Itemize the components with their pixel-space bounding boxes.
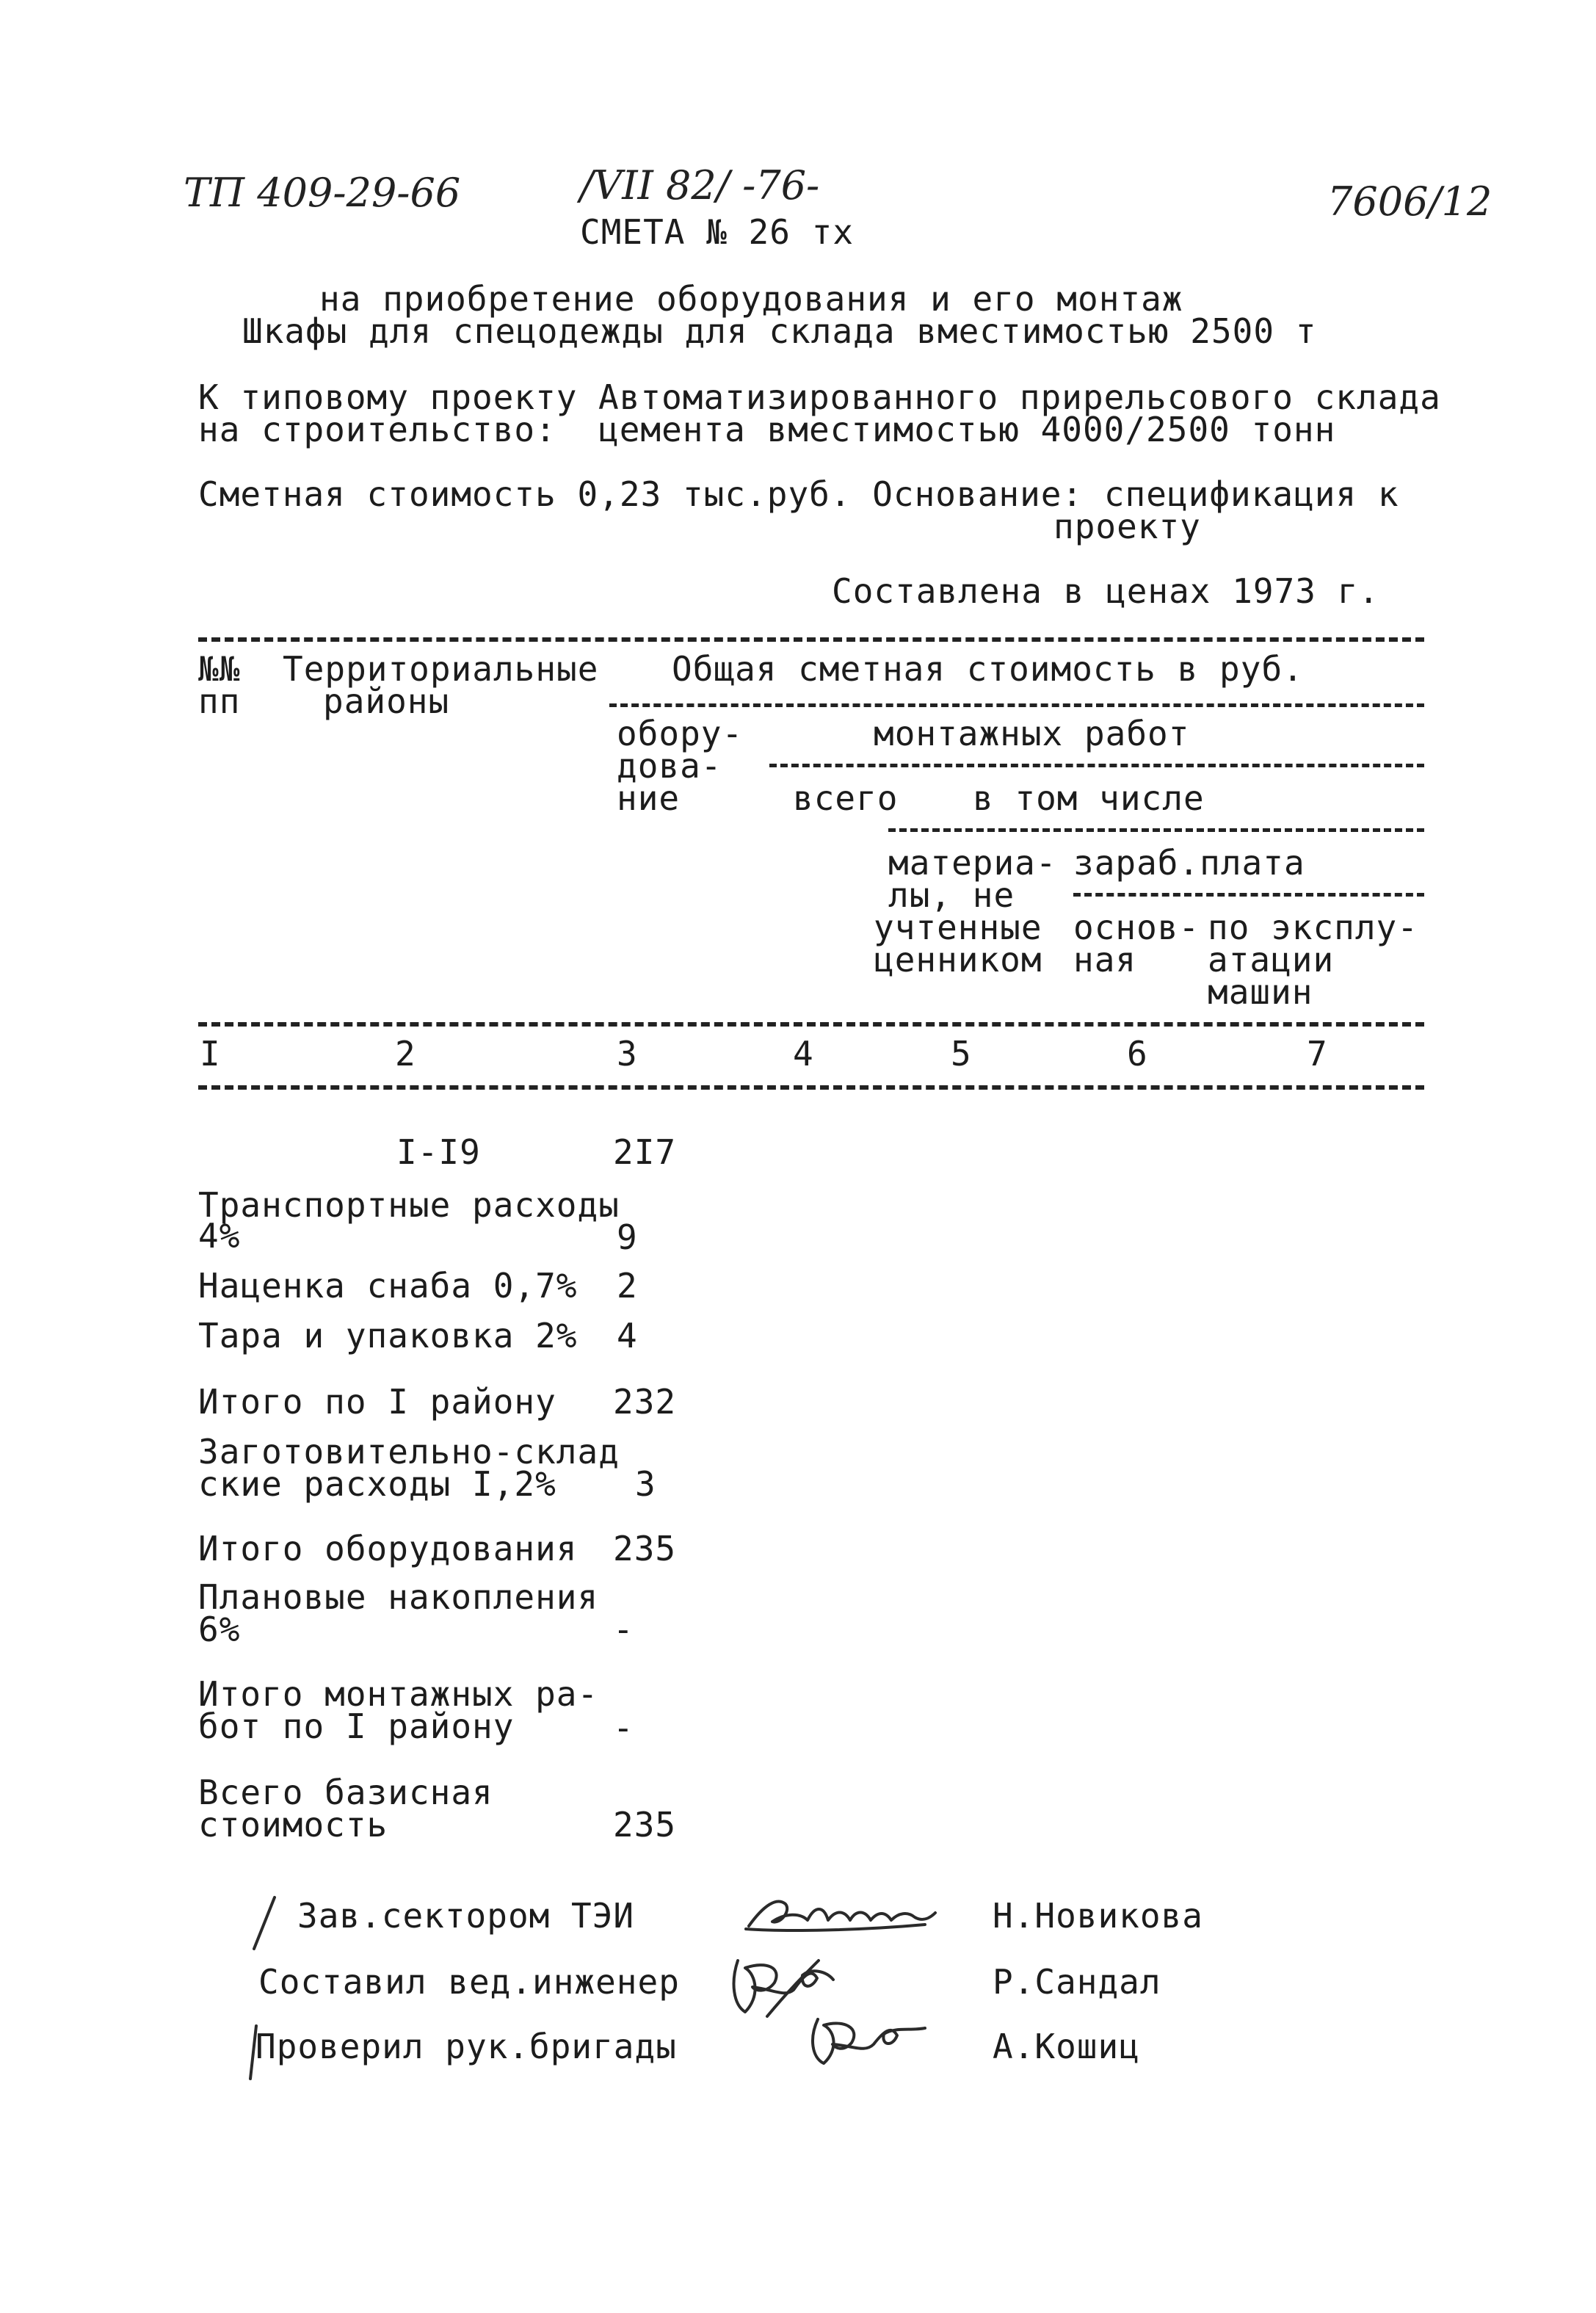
row-equipment-value: 235: [613, 1529, 677, 1568]
column-number-7: 7: [1307, 1034, 1328, 1074]
row-equipment-value: -: [613, 1708, 634, 1748]
header-installation: монтажных работ: [874, 714, 1190, 753]
project-label-2: на строительство:: [198, 410, 556, 449]
signature-novikova: [741, 1883, 947, 1942]
header-equipment-3: ние: [617, 778, 681, 818]
table-rule-columns: [198, 1022, 1424, 1027]
header-col-num-1: №№: [198, 649, 241, 689]
column-number-5: 5: [951, 1034, 972, 1074]
column-number-4: 4: [793, 1034, 814, 1074]
row-label: стоимость: [198, 1805, 388, 1845]
header-equipment-1: обору-: [617, 714, 744, 753]
row-label: Итого по I району: [198, 1382, 556, 1422]
row-label: ские расходы I,2%: [198, 1464, 556, 1504]
row-label: Итого монтажных ра-: [198, 1674, 599, 1714]
table-rule-installation: [769, 764, 1424, 767]
document-code-right: 7606/12: [1327, 178, 1492, 225]
header-machines-3: машин: [1208, 972, 1313, 1012]
signature-koshits: [800, 2005, 940, 2078]
estimate-title: СМЕТА № 26 тх: [580, 212, 855, 252]
header-total-cost: Общая сметная стоимость в руб.: [672, 649, 1304, 689]
header-col-num-2: пп: [198, 681, 241, 721]
project-value-2: цемента вместимостью 4000/2500 тонн: [598, 410, 1336, 449]
row-label: Транспортные расходы: [198, 1185, 620, 1225]
row-label: Заготовительно-склад: [198, 1432, 620, 1472]
header-materials-1: материа-: [888, 843, 1057, 883]
row-label: бот по I району: [198, 1706, 515, 1746]
row-equipment-value: -: [613, 1610, 634, 1649]
table-rule-wages: [1073, 893, 1424, 897]
estimated-cost-line-2: проекту: [1053, 507, 1201, 546]
signature-name-3: А.Кошиц: [993, 2027, 1140, 2066]
table-rule-body: [198, 1085, 1424, 1090]
table-rule-top: [198, 637, 1424, 642]
row-label: Наценка снаба 0,7%: [198, 1266, 578, 1306]
row-label: Всего базисная: [198, 1773, 493, 1812]
header-materials-3: учтенные: [874, 908, 1042, 947]
header-machines-1: по эксплу-: [1208, 908, 1418, 947]
row-label: Тара и упаковка 2%: [198, 1316, 578, 1355]
row-label: 6%: [198, 1610, 241, 1649]
table-rule-including: [888, 828, 1424, 832]
header-total: всего: [793, 778, 899, 818]
approval-slash-mark: [250, 1894, 279, 1953]
header-materials-4: ценником: [874, 940, 1042, 980]
estimated-cost-line: Сметная стоимость 0,23 тыс.руб. Основание: спецификация к: [198, 474, 1399, 514]
column-number-1: I: [200, 1034, 221, 1074]
header-equipment-2: дова-: [617, 746, 722, 786]
prices-year: Составлена в ценах 1973 г.: [832, 571, 1380, 611]
row-equipment-value: 2I7: [613, 1132, 677, 1172]
row-equipment-value: 4: [617, 1316, 638, 1355]
row-equipment-value: 3: [635, 1464, 656, 1504]
header-basic-2: ная: [1073, 940, 1137, 980]
project-label-1: К типовому проекту: [198, 377, 578, 417]
document-code-center: /VII 82/ -76-: [580, 162, 820, 209]
header-basic-1: основ-: [1073, 908, 1200, 947]
row-label: I-I9: [396, 1132, 481, 1172]
row-equipment-value: 2: [617, 1266, 638, 1306]
header-machines-2: атации: [1208, 940, 1335, 980]
column-number-3: 3: [617, 1034, 638, 1074]
header-wages: зараб.плата: [1073, 843, 1305, 883]
project-value-1: Автоматизированного прирельсового склада: [598, 377, 1441, 417]
header-materials-2: лы, не: [888, 875, 1015, 915]
row-label: Плановые накопления: [198, 1577, 599, 1617]
signature-role-3: Проверил рук.бригады: [255, 2027, 677, 2066]
signature-role-1: Зав.сектором ТЭИ: [297, 1896, 635, 1936]
row-equipment-value: 232: [613, 1382, 677, 1422]
row-label: 4%: [198, 1216, 241, 1256]
row-equipment-value: 235: [613, 1805, 677, 1845]
table-rule-total-cost: [609, 703, 1424, 707]
row-label: Итого оборудования: [198, 1529, 578, 1568]
column-number-2: 2: [395, 1034, 416, 1074]
column-number-6: 6: [1127, 1034, 1148, 1074]
row-equipment-value: 9: [617, 1217, 638, 1257]
estimate-subtitle-2: Шкафы для спецодежды для склада вместимостью 2500 т: [242, 311, 1317, 351]
signature-name-2: Р.Сандал: [993, 1962, 1161, 2002]
signature-name-1: Н.Новикова: [993, 1896, 1203, 1936]
header-including: в том числе: [973, 778, 1205, 818]
header-col-region-1: Территориальные: [283, 649, 599, 689]
signature-role-2: Составил вед.инженер: [258, 1962, 680, 2002]
estimate-subtitle-1: на приобретение оборудования и его монтаж: [319, 279, 1183, 319]
header-col-region-2: районы: [323, 681, 450, 721]
document-code-left: ТП 409-29-66: [184, 170, 461, 216]
